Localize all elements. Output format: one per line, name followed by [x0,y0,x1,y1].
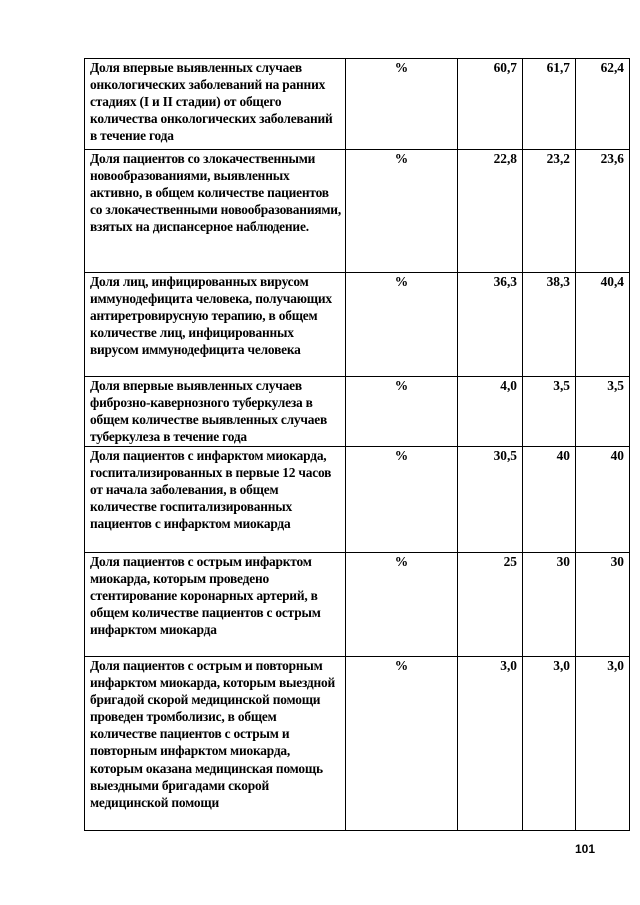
indicator-name: Доля впервые выявленных случаев онкологических заболеваний на ранних стадиях (I и II стадии) от общего количества онкологических заболеваний в течение года [85,59,346,150]
value-cell-2: 30 [523,553,576,657]
table-row [85,59,630,150]
value-cell-1: 25 [458,553,523,657]
unit-cell: % [346,447,458,553]
table-row [85,377,630,447]
table-row [85,657,630,831]
indicator-name: Доля пациентов со злокачественными новообразованиями, выявленных активно, в общем количестве пациентов со злокачественными новообразованиями, взятых на диспансерное наблюдение. [85,150,346,273]
value-cell-3: 3,0 [576,657,630,831]
table-row [85,553,630,657]
unit-cell: % [346,150,458,273]
value-cell-1: 22,8 [458,150,523,273]
unit-cell: % [346,377,458,447]
value-cell-3: 30 [576,553,630,657]
indicator-name: Доля пациентов с острым и повторным инфарктом миокарда, которым выездной бригадой скорой медицинской помощи проведен тромболизис, в общем количестве пациентов с острым и повторным инфарктом миокарда, которым оказана медицинская помощь выездными бригадами скорой медицинской помощи [85,657,346,831]
indicator-name: Доля лиц, инфицированных вирусом иммунодефицита человека, получающих антиретровирусную терапию, в общем количестве лиц, инфицированных вирусом иммунодефицита человека [85,273,346,377]
value-cell-2: 3,0 [523,657,576,831]
value-cell-2: 23,2 [523,150,576,273]
value-cell-1: 30,5 [458,447,523,553]
unit-cell: % [346,273,458,377]
value-cell-1: 3,0 [458,657,523,831]
table-row [85,273,630,377]
unit-cell: % [346,59,458,150]
indicator-name: Доля пациентов с острым инфарктом миокарда, которым проведено стентирование коронарных артерий, в общем количестве пациентов с острым инфарктом миокарда [85,553,346,657]
value-cell-3: 40,4 [576,273,630,377]
value-cell-3: 62,4 [576,59,630,150]
value-cell-1: 36,3 [458,273,523,377]
value-cell-2: 38,3 [523,273,576,377]
value-cell-2: 61,7 [523,59,576,150]
indicator-name: Доля пациентов с инфарктом миокарда, госпитализированных в первые 12 часов от начала заболевания, в общем количестве госпитализированных пациентов с инфарктом миокарда [85,447,346,553]
page-number: 101 [575,842,596,856]
indicator-name: Доля впервые выявленных случаев фиброзно-кавернозного туберкулеза в общем количестве выявленных случаев туберкулеза в течение года [85,377,346,447]
unit-cell: % [346,553,458,657]
value-cell-3: 40 [576,447,630,553]
value-cell-1: 60,7 [458,59,523,150]
table-row [85,150,630,273]
value-cell-2: 3,5 [523,377,576,447]
value-cell-2: 40 [523,447,576,553]
value-cell-3: 23,6 [576,150,630,273]
table-row [85,447,630,553]
unit-cell: % [346,657,458,831]
indicators-table [84,58,630,831]
value-cell-3: 3,5 [576,377,630,447]
value-cell-1: 4,0 [458,377,523,447]
